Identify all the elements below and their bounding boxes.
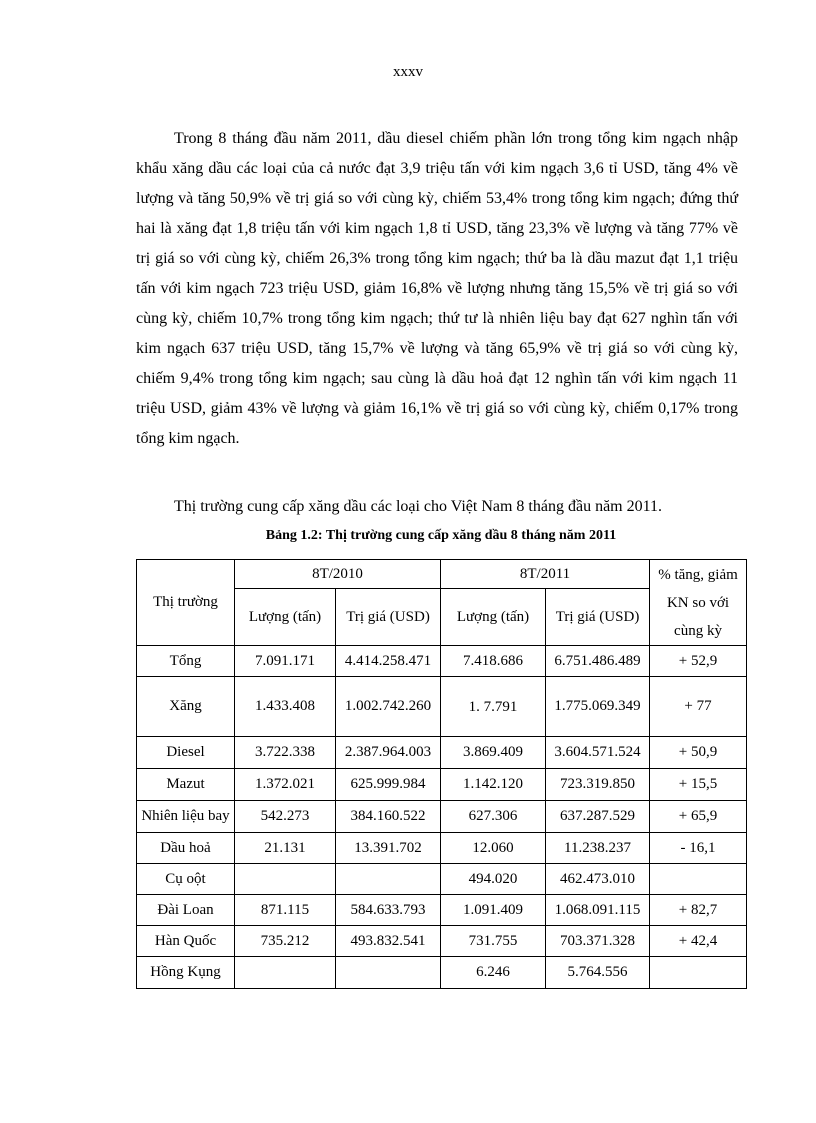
cell-val-2010: 625.999.984	[336, 769, 441, 801]
cell-market: Hồng Kụng	[137, 957, 235, 989]
cell-val-2010: 493.832.541	[336, 926, 441, 957]
table-caption: Bảng 1.2: Thị trường cung cấp xăng dầu 8 tháng năm 2011	[265, 528, 617, 543]
cell-val-2011: 3.604.571.524	[546, 737, 650, 769]
cell-val-2010: 384.160.522	[336, 801, 441, 833]
cell-val-2011: 5.764.556	[546, 957, 650, 989]
cell-vol-2011: 3.869.409	[441, 737, 546, 769]
cell-vol-2011: 1. 7.791	[441, 677, 546, 737]
cell-val-2011: 6.751.486.489	[546, 646, 650, 677]
cell-market: Nhiên liệu bay	[137, 801, 235, 833]
cell-vol-2010: 871.115	[235, 895, 336, 926]
cell-vol-2011: 731.755	[441, 926, 546, 957]
cell-vol-2010	[235, 957, 336, 989]
cell-change: + 82,7	[650, 895, 747, 926]
paragraph-text: Trong 8 tháng đầu năm 2011, dầu diesel chiếm phần lớn trong tổng kim ngạch nhập khẩu xăng dầu các loại của cả nước đạt 3,9 triệu tấn với kim ngạch 3,6 tỉ USD, tăng 4% về lượng và tăng 50,9% về trị giá so với cùng kỳ, chiếm 53,4% trong tổng kim ngạch; đứng thứ hai là xăng đạt 1,8 triệu tấn với kim ngạch 1,8 tỉ USD, tăng 23,3% về lượng và tăng 77% về trị giá so với cùng kỳ, chiếm 26,3% trong tổng kim ngạch; thứ ba là dầu mazut đạt 1,1 triệu tấn với kim ngạch 723 triệu USD, giảm 16,8% về lượng nhưng tăng 15,5% về trị giá so với cùng kỳ, chiếm 10,7% trong tổng kim ngạch; thứ tư là nhiên liệu bay đạt 627 nghìn tấn với kim ngạch 637 triệu USD, tăng 15,7% về lượng và tăng 65,9% về trị giá so với cùng kỳ, chiếm 9,4% trong tổng kim ngạch; sau cùng là dầu hoả đạt 12 nghìn tấn với kim ngạch 11 triệu USD, giảm 43% về lượng và giảm 16,1% về trị giá so với cùng kỳ, chiếm 0,17% trong tổng kim ngạch.	[136, 130, 738, 447]
cell-vol-2010: 3.722.338	[235, 737, 336, 769]
cell-val-2010: 1.002.742.260	[336, 677, 441, 737]
cell-vol-2011: 12.060	[441, 833, 546, 864]
cell-vol-2010: 1.433.408	[235, 677, 336, 737]
header-volume-2010: Lượng (tấn)	[235, 589, 336, 646]
header-value-2011: Trị giá (USD)	[546, 589, 650, 646]
cell-vol-2011: 494.020	[441, 864, 546, 895]
table-row	[137, 926, 747, 957]
table-row	[137, 957, 747, 989]
table-row	[137, 833, 747, 864]
cell-val-2011: 703.371.328	[546, 926, 650, 957]
cell-val-2010	[336, 957, 441, 989]
cell-vol-2011: 7.418.686	[441, 646, 546, 677]
cell-vol-2011: 1.091.409	[441, 895, 546, 926]
table-row	[137, 895, 747, 926]
cell-val-2011: 1.068.091.115	[546, 895, 650, 926]
cell-market: Cụ oột	[137, 864, 235, 895]
cell-change: + 15,5	[650, 769, 747, 801]
cell-val-2010: 2.387.964.003	[336, 737, 441, 769]
cell-vol-2011: 6.246	[441, 957, 546, 989]
cell-change	[650, 957, 747, 989]
header-period-2011: 8T/2011	[441, 560, 650, 589]
table-row	[137, 864, 747, 895]
cell-val-2010: 13.391.702	[336, 833, 441, 864]
table-header-row	[137, 560, 747, 589]
cell-change: + 50,9	[650, 737, 747, 769]
cell-val-2011: 1.775.069.349	[546, 677, 650, 737]
table-row	[137, 737, 747, 769]
table-body	[137, 646, 747, 989]
cell-vol-2010: 7.091.171	[235, 646, 336, 677]
cell-vol-2010: 735.212	[235, 926, 336, 957]
cell-market: Mazut	[137, 769, 235, 801]
header-value-2010: Trị giá (USD)	[336, 589, 441, 646]
header-period-2010: 8T/2010	[235, 560, 441, 589]
cell-vol-2011: 627.306	[441, 801, 546, 833]
cell-change: - 16,1	[650, 833, 747, 864]
header-volume-2011: Lượng (tấn)	[441, 589, 546, 646]
cell-vol-2010: 542.273	[235, 801, 336, 833]
market-supply-table	[136, 559, 747, 989]
cell-val-2010	[336, 864, 441, 895]
header-change: % tăng, giảm KN so với cùng kỳ	[650, 560, 747, 646]
table-lead-sentence: Thị trường cung cấp xăng dầu các loại cho Việt Nam 8 tháng đầu năm 2011.	[174, 498, 663, 515]
cell-change: + 65,9	[650, 801, 747, 833]
table-row	[137, 646, 747, 677]
cell-vol-2010: 1.372.021	[235, 769, 336, 801]
cell-val-2011: 462.473.010	[546, 864, 650, 895]
table-row	[137, 769, 747, 801]
cell-val-2011: 637.287.529	[546, 801, 650, 833]
cell-vol-2011: 1.142.120	[441, 769, 546, 801]
cell-market: Dầu hoả	[137, 833, 235, 864]
page-number: xxxv	[393, 64, 423, 80]
cell-change: + 77	[650, 677, 747, 737]
cell-market: Đài Loan	[137, 895, 235, 926]
cell-val-2010: 584.633.793	[336, 895, 441, 926]
table-row	[137, 801, 747, 833]
cell-market: Xăng	[137, 677, 235, 737]
cell-market: Tổng	[137, 646, 235, 677]
cell-change: + 42,4	[650, 926, 747, 957]
cell-val-2011: 11.238.237	[546, 833, 650, 864]
cell-change: + 52,9	[650, 646, 747, 677]
cell-vol-2010: 21.131	[235, 833, 336, 864]
cell-market: Hàn Quốc	[137, 926, 235, 957]
cell-val-2010: 4.414.258.471	[336, 646, 441, 677]
cell-market: Diesel	[137, 737, 235, 769]
body-paragraph	[136, 124, 738, 454]
header-market: Thị trường	[137, 560, 235, 646]
cell-vol-2010	[235, 864, 336, 895]
cell-change	[650, 864, 747, 895]
table-row	[137, 677, 747, 737]
cell-val-2011: 723.319.850	[546, 769, 650, 801]
